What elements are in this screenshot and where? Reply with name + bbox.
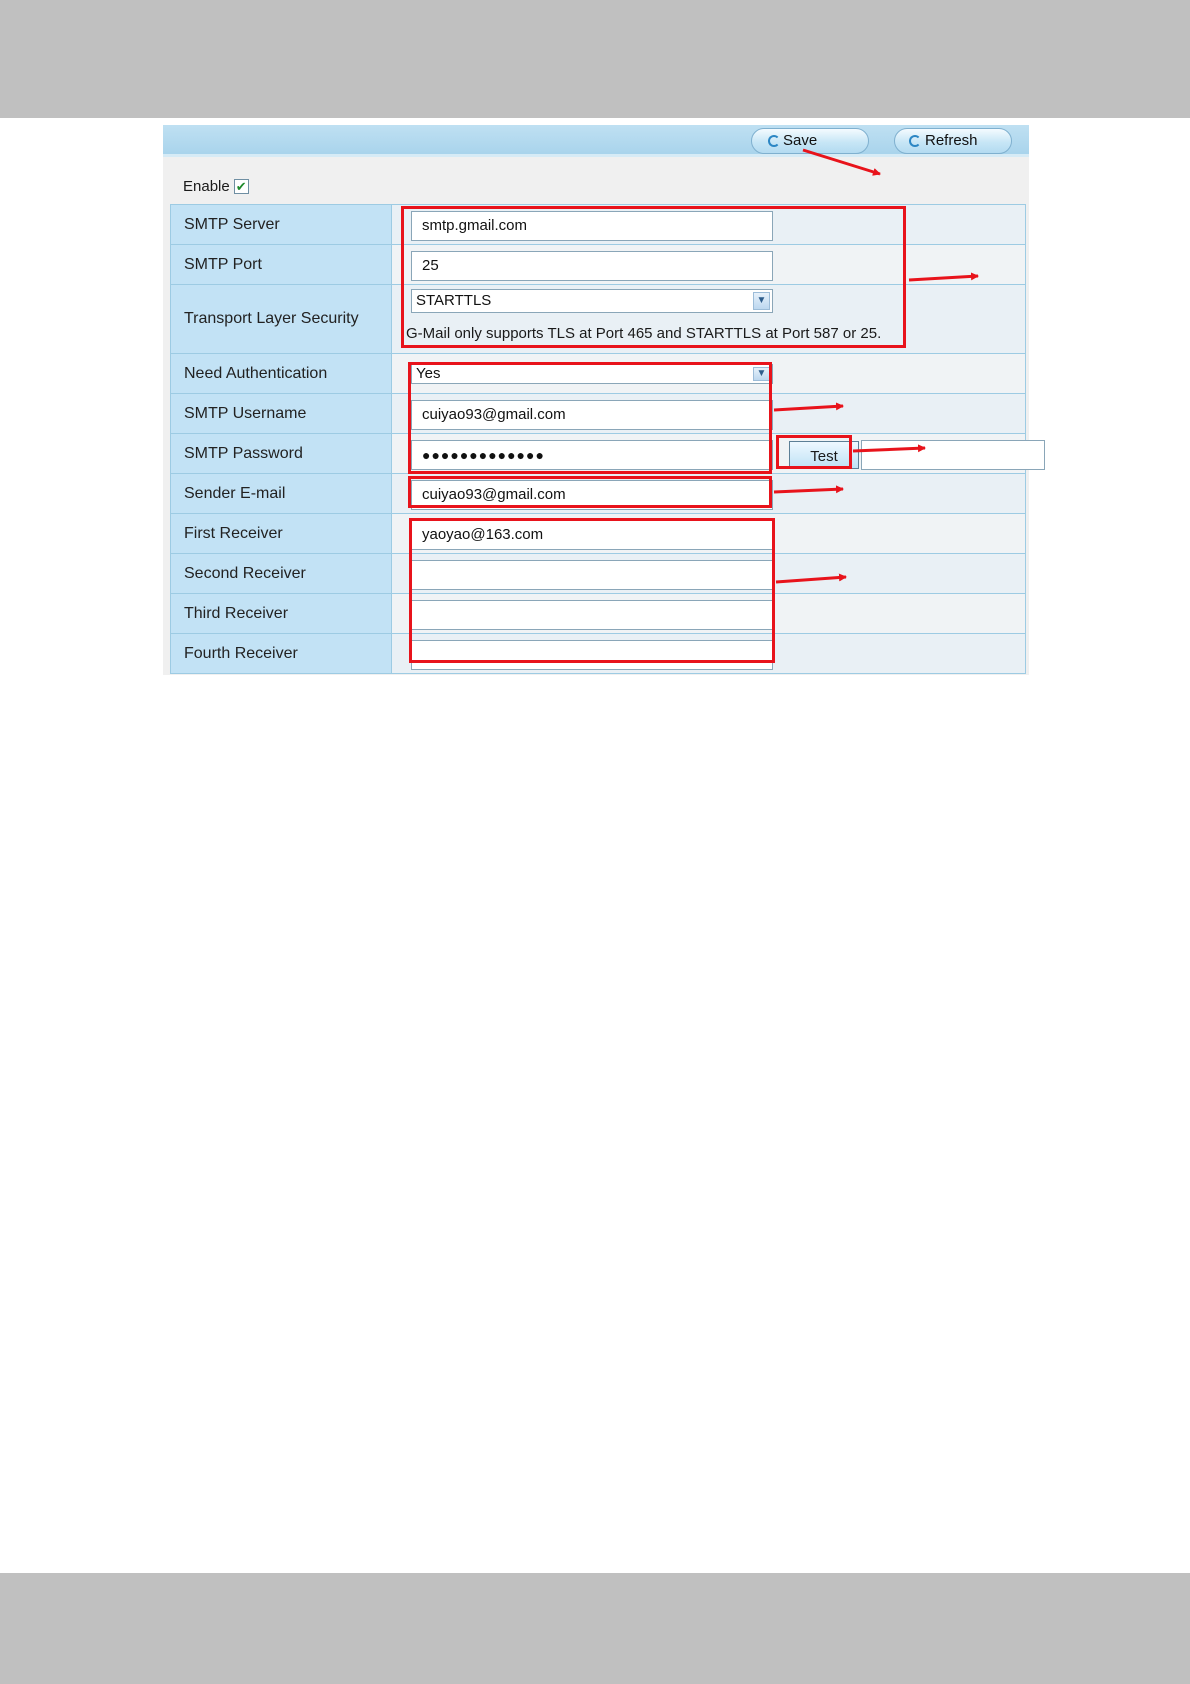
settings-table: [170, 204, 1026, 674]
smtp-password-input[interactable]: ●●●●●●●●●●●●●: [411, 440, 773, 470]
refresh-icon: [909, 135, 921, 147]
sender-email-input[interactable]: cuiyao93@gmail.com: [411, 480, 773, 510]
smtp-username-input[interactable]: cuiyao93@gmail.com: [411, 400, 773, 430]
page-top-band: [0, 0, 1190, 118]
smtp-username-label: SMTP Username: [171, 394, 392, 433]
save-button-label: Save: [783, 132, 818, 149]
tls-select-value: STARTTLS: [416, 292, 492, 309]
check-icon: ✔: [235, 178, 247, 194]
second-receiver-label: Second Receiver: [171, 554, 392, 593]
need-auth-label: Need Authentication: [171, 354, 392, 393]
refresh-button[interactable]: [894, 128, 1012, 154]
tls-hint: G-Mail only supports TLS at Port 465 and STARTTLS at Port 587 or 25.: [406, 325, 882, 342]
refresh-button-label: Refresh: [925, 132, 978, 149]
chevron-down-icon[interactable]: ▼: [753, 292, 770, 310]
table-row: [171, 394, 1025, 434]
third-receiver-label: Third Receiver: [171, 594, 392, 633]
value-cell: [392, 394, 1025, 433]
fourth-receiver-label: Fourth Receiver: [171, 634, 392, 673]
value-cell: [392, 474, 1025, 513]
value-cell: [392, 285, 1025, 353]
need-auth-select[interactable]: [411, 364, 773, 384]
toolbar: [163, 125, 1029, 157]
first-receiver-input[interactable]: yaoyao@163.com: [411, 520, 773, 550]
smtp-password-label: SMTP Password: [171, 434, 392, 473]
value-cell: [392, 554, 1025, 593]
value-cell: [392, 514, 1025, 553]
table-row: [171, 285, 1025, 354]
value-cell: [392, 634, 1025, 673]
need-auth-select-value: Yes: [416, 365, 441, 382]
value-cell: [392, 205, 1025, 244]
sender-email-label: Sender E-mail: [171, 474, 392, 513]
smtp-port-label: SMTP Port: [171, 245, 392, 284]
table-row: [171, 245, 1025, 285]
table-row: [171, 434, 1025, 474]
tls-label: Transport Layer Security: [171, 285, 392, 353]
enable-row: [183, 176, 249, 196]
test-button[interactable]: Test: [789, 441, 859, 469]
value-cell: [392, 245, 1025, 284]
value-cell: [392, 354, 1025, 393]
refresh-icon: [768, 135, 780, 147]
table-row: [171, 634, 1025, 674]
save-button[interactable]: [751, 128, 869, 154]
page-bottom-band: [0, 1573, 1190, 1684]
smtp-port-input[interactable]: 25: [411, 251, 773, 281]
mail-settings-panel: [163, 125, 1029, 675]
smtp-server-label: SMTP Server: [171, 205, 392, 244]
value-cell: [392, 434, 1025, 473]
fourth-receiver-input[interactable]: [411, 640, 773, 670]
table-row: [171, 354, 1025, 394]
table-row: [171, 205, 1025, 245]
table-row: [171, 554, 1025, 594]
enable-checkbox[interactable]: [234, 179, 249, 194]
smtp-server-input[interactable]: smtp.gmail.com: [411, 211, 773, 241]
second-receiver-input[interactable]: [411, 560, 773, 590]
test-result-field: [861, 440, 1045, 470]
table-row: [171, 474, 1025, 514]
first-receiver-label: First Receiver: [171, 514, 392, 553]
tls-select[interactable]: [411, 289, 773, 313]
value-cell: [392, 594, 1025, 633]
table-row: [171, 514, 1025, 554]
third-receiver-input[interactable]: [411, 600, 773, 630]
enable-label: Enable: [183, 177, 230, 195]
chevron-down-icon[interactable]: ▼: [753, 367, 770, 381]
table-row: [171, 594, 1025, 634]
